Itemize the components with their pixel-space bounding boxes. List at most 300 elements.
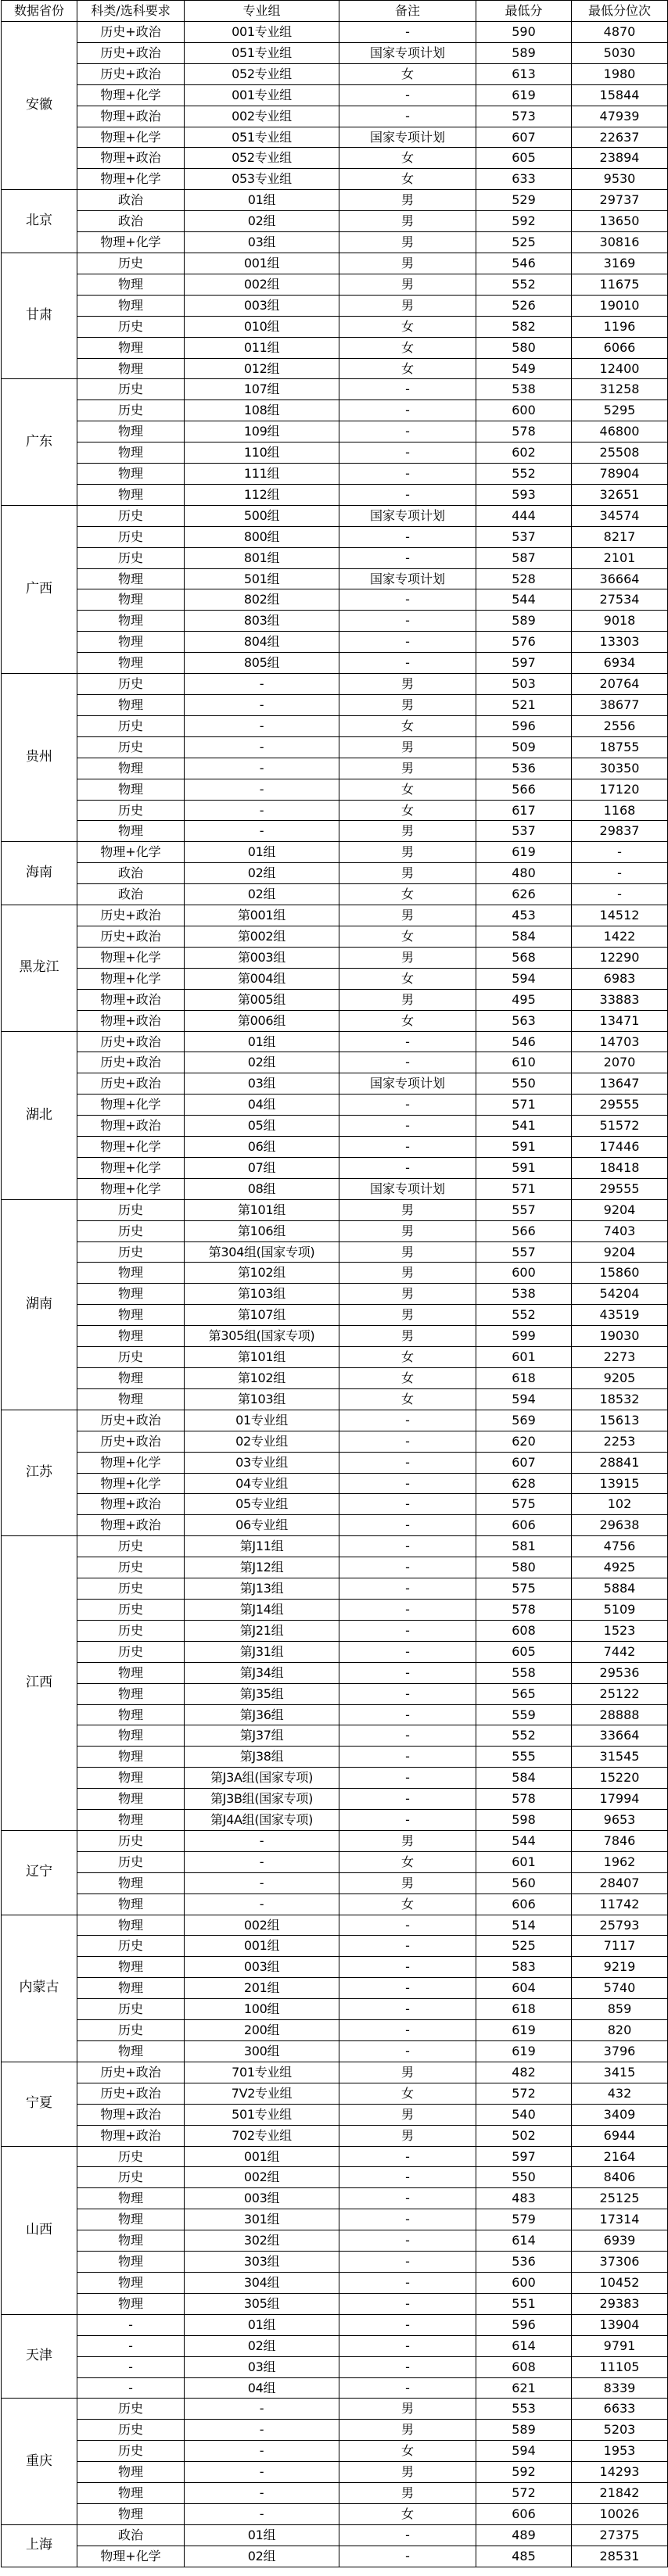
remark-cell: - [339,2524,476,2546]
remark-cell: 男 [339,274,476,295]
table-row [2,1810,668,1831]
rank-cell: 47939 [572,106,668,127]
remark-cell: - [339,379,476,400]
rank-cell: 8339 [572,2377,668,2399]
table-row [2,22,668,43]
remark-cell: 男 [339,295,476,316]
group-cell: - [185,2462,339,2483]
subject-cell: 物理+化学 [77,1137,185,1158]
subject-cell: 物理 [77,337,185,358]
subject-cell: 历史 [77,1241,185,1263]
table-row [2,2252,668,2273]
score-cell: 621 [476,2377,572,2399]
group-cell: 第103组 [185,1388,339,1410]
header-major-group: 专业组 [185,1,339,22]
score-cell: 591 [476,1157,572,1178]
score-cell: 525 [476,1936,572,1957]
table-row [2,1915,668,1936]
rank-cell: 432 [572,2083,668,2104]
group-cell: 03组 [185,1073,339,1095]
remark-cell: 男 [339,2399,476,2420]
rank-cell: 10452 [572,2272,668,2293]
subject-cell: 物理 [77,653,185,674]
score-cell: 569 [476,1410,572,1431]
table-row [2,2314,668,2335]
rank-cell: 27375 [572,2524,668,2546]
subject-cell: 物理 [77,1915,185,1936]
remark-cell: - [339,1494,476,1515]
remark-cell: 男 [339,2104,476,2125]
table-row [2,1768,668,1789]
group-cell: 051专业组 [185,127,339,148]
remark-cell: - [339,1915,476,1936]
remark-cell: 女 [339,148,476,169]
table-row [2,2503,668,2524]
subject-cell: 物理+化学 [77,1452,185,1473]
score-cell: 546 [476,253,572,274]
score-cell: 575 [476,1578,572,1600]
group-cell: 02组 [185,884,339,905]
group-cell: 第304组(国家专项) [185,1241,339,1263]
group-cell: 04专业组 [185,1473,339,1494]
rank-cell: 12290 [572,947,668,968]
group-cell: 02组 [185,2546,339,2567]
rank-cell: - [572,884,668,905]
rank-cell: 6944 [572,2125,668,2146]
rank-cell: 78904 [572,464,668,485]
rank-cell: 25508 [572,442,668,464]
subject-cell: 物理 [77,611,185,632]
group-cell: 107组 [185,379,339,400]
group-cell: - [185,758,339,779]
remark-cell: 女 [339,884,476,905]
group-cell: 05专业组 [185,1494,339,1515]
table-row [2,1662,668,1683]
remark-cell: - [339,1473,476,1494]
group-cell: 501组 [185,568,339,589]
group-cell: - [185,2483,339,2504]
subject-cell: 历史 [77,800,185,821]
remark-cell: - [339,2146,476,2167]
rank-cell: 28841 [572,1452,668,1473]
rank-cell: 3169 [572,253,668,274]
province-cell: 山西 [2,2146,77,2314]
subject-cell: 历史 [77,736,185,758]
table-row [2,842,668,863]
subject-cell: 物理 [77,1893,185,1915]
subject-cell: 历史+政治 [77,1410,185,1431]
group-cell: 002组 [185,1915,339,1936]
remark-cell: - [339,1536,476,1557]
group-cell: 第106组 [185,1220,339,1241]
group-cell: 03组 [185,232,339,253]
subject-cell: 历史 [77,547,185,568]
rank-cell: 102 [572,1494,668,1515]
score-cell: 555 [476,1747,572,1768]
score-cell: 601 [476,1851,572,1872]
rank-cell: 36664 [572,568,668,589]
subject-cell: 物理+政治 [77,106,185,127]
remark-cell: - [339,1410,476,1431]
remark-cell: 男 [339,253,476,274]
table-row [2,1999,668,2020]
table-row [2,1978,668,1999]
group-cell: - [185,821,339,842]
group-cell: 第J13组 [185,1578,339,1600]
remark-cell: 国家专项计划 [339,1178,476,1199]
table-row [2,1347,668,1368]
score-cell: 604 [476,1978,572,1999]
subject-cell: 历史+政治 [77,42,185,63]
table-row [2,1936,668,1957]
subject-cell: 历史 [77,2020,185,2041]
group-cell: 109组 [185,421,339,442]
group-cell: 第J31组 [185,1641,339,1662]
remark-cell: 男 [339,1830,476,1851]
table-row [2,2167,668,2188]
table-row [2,1241,668,1263]
rank-cell: 5030 [572,42,668,63]
table-row [2,1410,668,1431]
subject-cell: 历史 [77,526,185,547]
table-row [2,2062,668,2083]
table-row [2,464,668,485]
rank-cell: 29837 [572,821,668,842]
rank-cell: 22637 [572,127,668,148]
score-cell: 566 [476,1220,572,1241]
subject-cell: 物理 [77,758,185,779]
header-subject-requirement: 科类/选科要求 [77,1,185,22]
subject-cell: 历史 [77,1199,185,1220]
remark-cell: - [339,1137,476,1158]
score-cell: 550 [476,2167,572,2188]
score-cell: 605 [476,148,572,169]
group-cell: 052专业组 [185,63,339,84]
score-cell: 521 [476,695,572,716]
table-row [2,2377,668,2399]
subject-cell: 物理 [77,1704,185,1725]
remark-cell: - [339,653,476,674]
table-row [2,1220,668,1241]
table-row [2,232,668,253]
rank-cell: 11105 [572,2356,668,2377]
table-row [2,1747,668,1768]
group-cell: 01组 [185,1031,339,1052]
group-cell: 01组 [185,842,339,863]
remark-cell: 女 [339,715,476,736]
table-row [2,1704,668,1725]
table-row [2,1725,668,1747]
score-cell: 591 [476,1137,572,1158]
subject-cell: 物理 [77,1957,185,1978]
remark-cell: - [339,2230,476,2252]
subject-cell: 历史 [77,2441,185,2462]
rank-cell: 2070 [572,1052,668,1073]
score-cell: 568 [476,947,572,968]
table-row [2,169,668,190]
subject-cell: 物理+化学 [77,1473,185,1494]
score-cell: 536 [476,758,572,779]
subject-cell: 历史 [77,505,185,526]
rank-cell: 51572 [572,1116,668,1137]
table-row [2,2272,668,2293]
subject-cell: 物理 [77,1747,185,1768]
rank-cell: 12400 [572,358,668,379]
group-cell: 011组 [185,337,339,358]
group-cell: 06专业组 [185,1515,339,1536]
score-cell: 596 [476,715,572,736]
group-cell: - [185,1830,339,1851]
remark-cell: - [339,2293,476,2314]
score-cell: 485 [476,2546,572,2567]
remark-cell: - [339,547,476,568]
rank-cell: 9205 [572,1368,668,1389]
score-cell: 549 [476,358,572,379]
subject-cell: 物理+化学 [77,1095,185,1116]
rank-cell: 29638 [572,1515,668,1536]
score-cell: 578 [476,1789,572,1810]
table-row [2,84,668,106]
score-cell: 540 [476,2104,572,2125]
remark-cell: - [339,1704,476,1725]
group-cell: 305组 [185,2293,339,2314]
group-cell: 002专业组 [185,106,339,127]
group-cell: 805组 [185,653,339,674]
province-cell: 天津 [2,2314,77,2399]
remark-cell: - [339,1936,476,1957]
score-cell: 605 [476,1641,572,1662]
remark-cell: 女 [339,1368,476,1389]
table-row [2,1620,668,1641]
subject-cell: 历史 [77,2399,185,2420]
remark-cell: - [339,1620,476,1641]
score-cell: 529 [476,190,572,211]
table-row [2,1536,668,1557]
remark-cell: 女 [339,779,476,800]
remark-cell: - [339,1157,476,1178]
subject-cell: 历史 [77,674,185,695]
province-cell: 内蒙古 [2,1915,77,2062]
subject-cell: 物理+政治 [77,148,185,169]
remark-cell: 女 [339,63,476,84]
score-cell: 536 [476,2252,572,2273]
remark-cell: - [339,1957,476,1978]
group-cell: 304组 [185,2272,339,2293]
score-cell: 578 [476,1599,572,1620]
subject-cell: 历史 [77,1851,185,1872]
rank-cell: 13650 [572,211,668,232]
group-cell: 第J14组 [185,1599,339,1620]
table-row [2,1095,668,1116]
score-cell: 617 [476,800,572,821]
rank-cell: 9530 [572,169,668,190]
rank-cell: 6066 [572,337,668,358]
table-row [2,1683,668,1704]
table-row [2,547,668,568]
subject-cell: 物理 [77,1388,185,1410]
rank-cell: 28531 [572,2546,668,2567]
remark-cell: 男 [339,2125,476,2146]
rank-cell: 4870 [572,22,668,43]
subject-cell: 物理+化学 [77,84,185,106]
rank-cell: 28407 [572,1872,668,1893]
score-cell: 572 [476,2483,572,2504]
group-cell: 第J21组 [185,1620,339,1641]
rank-cell: 7846 [572,1830,668,1851]
subject-cell: 历史 [77,1599,185,1620]
score-cell: 557 [476,1241,572,1263]
remark-cell: - [339,1557,476,1578]
subject-cell: 政治 [77,884,185,905]
remark-cell: 女 [339,800,476,821]
remark-cell: 女 [339,316,476,337]
group-cell: 010组 [185,316,339,337]
table-row [2,800,668,821]
subject-cell: 历史+政治 [77,1073,185,1095]
table-row [2,1052,668,1073]
group-cell: 第J37组 [185,1725,339,1747]
score-cell: 559 [476,1704,572,1725]
table-row [2,1073,668,1095]
subject-cell: 物理 [77,1263,185,1284]
remark-cell: 男 [339,1241,476,1263]
subject-cell: 历史+政治 [77,905,185,926]
rank-cell: 13904 [572,2314,668,2335]
table-row [2,1010,668,1031]
rank-cell: 1196 [572,316,668,337]
score-cell: 551 [476,2293,572,2314]
rank-cell: 29555 [572,1095,668,1116]
group-cell: - [185,2503,339,2524]
score-cell: 618 [476,1999,572,2020]
subject-cell: 物理 [77,2188,185,2209]
table-row [2,2125,668,2146]
subject-cell: 政治 [77,863,185,884]
table-row [2,1263,668,1284]
rank-cell: 1523 [572,1620,668,1641]
rank-cell: 4756 [572,1536,668,1557]
rank-cell: 4925 [572,1557,668,1578]
province-cell: 江西 [2,1536,77,1831]
rank-cell: 820 [572,2020,668,2041]
remark-cell: 男 [339,211,476,232]
group-cell: 第004组 [185,968,339,989]
subject-cell: 物理 [77,2503,185,2524]
group-cell: 003组 [185,1957,339,1978]
table-row [2,2104,668,2125]
table-row [2,2546,668,2567]
rank-cell: 17314 [572,2209,668,2230]
table-row [2,821,668,842]
table-row [2,1199,668,1220]
table-row [2,106,668,127]
remark-cell: - [339,1789,476,1810]
group-cell: 第J4A组(国家专项) [185,1810,339,1831]
score-cell: 619 [476,84,572,106]
rank-cell: 29737 [572,190,668,211]
remark-cell: - [339,2252,476,2273]
group-cell: - [185,674,339,695]
rank-cell: 15844 [572,84,668,106]
remark-cell: - [339,106,476,127]
rank-cell: 28888 [572,1704,668,1725]
remark-cell: 男 [339,674,476,695]
score-cell: 552 [476,1305,572,1326]
rank-cell: 13647 [572,1073,668,1095]
table-row [2,884,668,905]
table-row [2,1557,668,1578]
group-cell: 05组 [185,1116,339,1137]
group-cell: 301组 [185,2209,339,2230]
subject-cell: 物理 [77,695,185,716]
group-cell: 第J11组 [185,1536,339,1557]
rank-cell: 1422 [572,926,668,947]
table-row [2,968,668,989]
remark-cell: - [339,611,476,632]
remark-cell: 男 [339,1326,476,1347]
province-cell: 贵州 [2,674,77,842]
rank-cell: 14512 [572,905,668,926]
remark-cell: 男 [339,1199,476,1220]
score-cell: 560 [476,1872,572,1893]
table-row [2,611,668,632]
rank-cell: 2101 [572,547,668,568]
score-cell: 563 [476,1010,572,1031]
score-cell: 597 [476,2146,572,2167]
table-row [2,253,668,274]
table-row [2,1830,668,1851]
rank-cell: 17994 [572,1789,668,1810]
table-row [2,2188,668,2209]
rank-cell: 23894 [572,148,668,169]
score-cell: 590 [476,22,572,43]
table-row [2,2399,668,2420]
group-cell: 001专业组 [185,84,339,106]
remark-cell: - [339,1683,476,1704]
subject-cell: - [77,2356,185,2377]
subject-cell: 物理 [77,1368,185,1389]
subject-cell: 政治 [77,211,185,232]
group-cell: 001组 [185,1936,339,1957]
group-cell: 01组 [185,2524,339,2546]
rank-cell: 31545 [572,1747,668,1768]
table-row [2,1473,668,1494]
subject-cell: 物理 [77,274,185,295]
rank-cell: 9204 [572,1199,668,1220]
table-row [2,2083,668,2104]
table-row [2,400,668,421]
remark-cell: 女 [339,1347,476,1368]
table-row [2,211,668,232]
remark-cell: - [339,1641,476,1662]
province-cell: 广西 [2,505,77,673]
table-row [2,2020,668,2041]
score-cell: 606 [476,1893,572,1915]
rank-cell: 1980 [572,63,668,84]
table-row [2,1893,668,1915]
rank-cell: 9204 [572,1241,668,1263]
subject-cell: 物理+化学 [77,232,185,253]
rank-cell: 46800 [572,421,668,442]
group-cell: 第101组 [185,1347,339,1368]
score-cell: 550 [476,1073,572,1095]
score-cell: 544 [476,1830,572,1851]
subject-cell: 物理+化学 [77,1157,185,1178]
score-cell: 578 [476,421,572,442]
remark-cell: 国家专项计划 [339,505,476,526]
subject-cell: 物理 [77,779,185,800]
group-cell: 第J38组 [185,1747,339,1768]
